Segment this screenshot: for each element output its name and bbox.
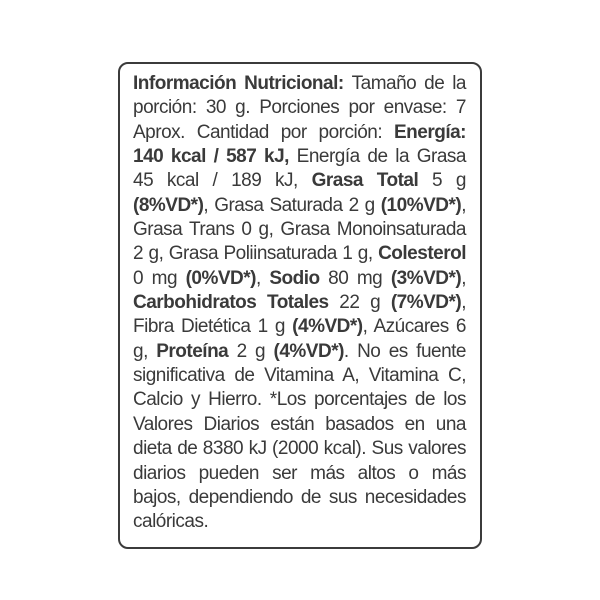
nutrition-label-box [118,62,482,549]
nutrition-label-text: Información Nutricional: Tamaño de la porción: 30 g. Porciones por envase: 7 Aprox. Cantidad por porción: Energía: 140 kcal / 587 kJ, Energía de la Grasa 45 kcal / 189 kJ, Grasa Total 5 g (8%VD*), Grasa Saturada 2 g (10%VD*), Grasa Trans 0 g, Grasa Monoinsaturada 2 g, Grasa Poliinsaturada 1 g, Colesterol 0 mg (0%VD*), Sodio 80 mg (3%VD*), Carbohidratos Totales 22 g (7%VD*), Fibra Dietética 1 g (4%VD*), Azúcares 6 g, Proteína 2 g (4%VD*). No es fuente significativa de Vitamina A, Vitamina C, Calcio y Hierro. *Los porcentajes de los Valores Diarios están basados en una dieta de 8380 kJ (2000 kcal). Sus valores diarios pueden ser más altos o más bajos, dependiendo de sus necesidades calóricas. [133,73,467,533]
